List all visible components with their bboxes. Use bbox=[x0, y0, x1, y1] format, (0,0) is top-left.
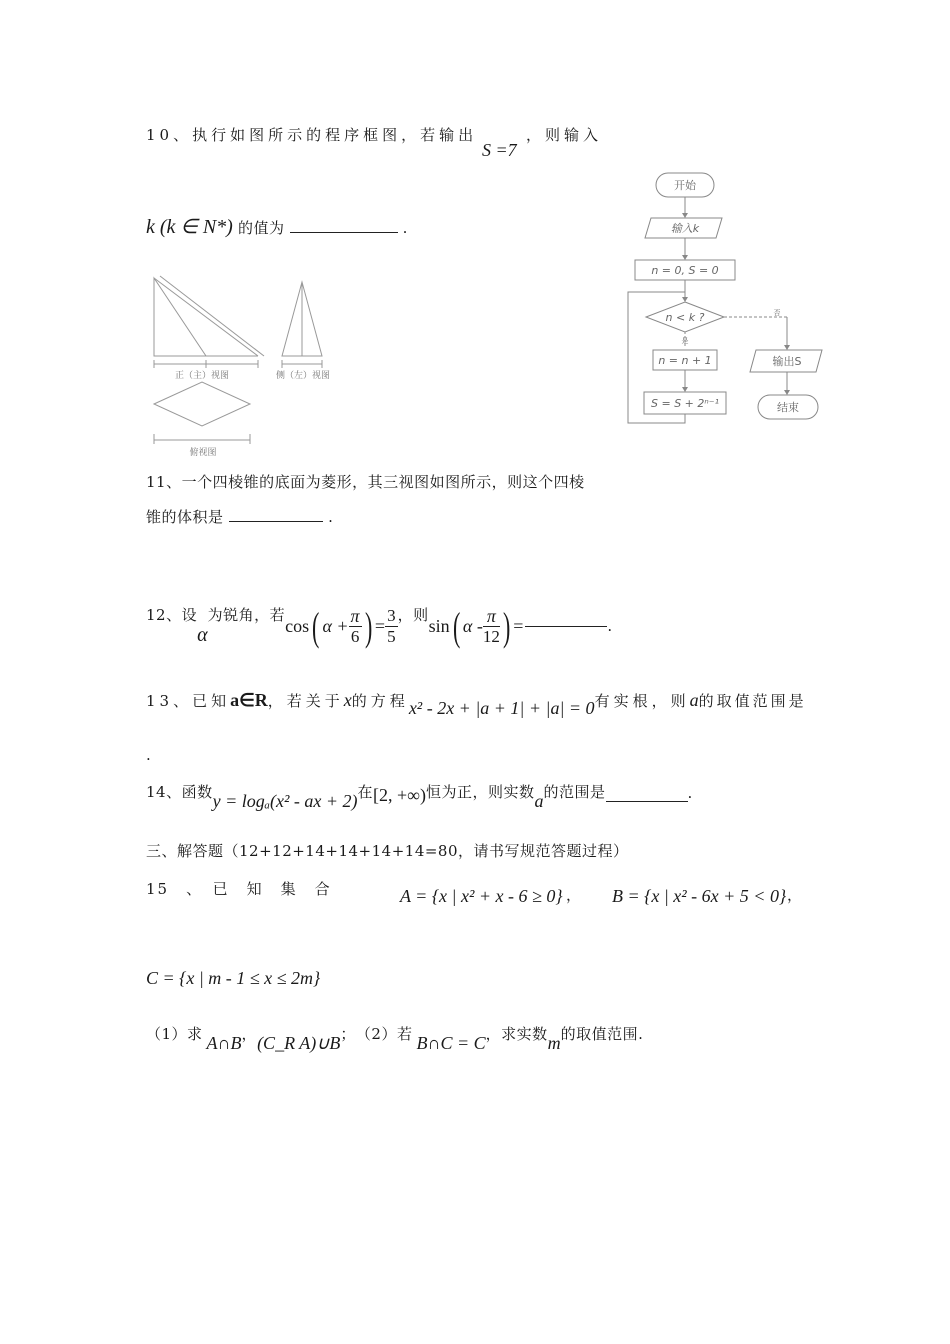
q12-three: 3 bbox=[387, 605, 396, 625]
q12-prefix: 12、设 bbox=[146, 606, 198, 624]
q15-part1-expr2: (C_R A)∪B bbox=[257, 1033, 341, 1053]
q11-end: . bbox=[328, 508, 334, 526]
q12-pi-over-12 bbox=[483, 606, 500, 647]
flowchart-end-label: 结束 bbox=[777, 401, 799, 414]
q13-mid3: 有实根，则 bbox=[594, 692, 690, 710]
flowchart bbox=[622, 168, 842, 430]
q12-cos: cos bbox=[285, 615, 310, 636]
q14-answer-blank[interactable] bbox=[606, 787, 688, 802]
flowchart-increment-label: n = n + 1 bbox=[658, 354, 712, 367]
q15-parts-line bbox=[146, 1023, 644, 1053]
flowchart-condition-label: n < k ? bbox=[665, 311, 705, 324]
q12-open-paren-2: ( bbox=[452, 603, 460, 649]
q15-set-C: C = {x | m - 1 ≤ x ≤ 2m} bbox=[146, 968, 321, 988]
q10-output-equation: S =7 bbox=[482, 140, 517, 160]
q12-three-fifths bbox=[385, 606, 398, 647]
q11-line2 bbox=[146, 506, 333, 527]
q14-suffix: 的范围是 bbox=[543, 783, 606, 801]
q12-alpha-plus: α + bbox=[322, 615, 349, 636]
q14-interval: [2, +∞) bbox=[373, 785, 426, 805]
q13-x: x bbox=[343, 690, 352, 710]
q12-open-paren-1: ( bbox=[312, 603, 320, 649]
q14-line bbox=[146, 781, 693, 811]
q15-part2-expr: B∩C = C bbox=[416, 1033, 486, 1053]
flowchart-output-label: 输出S bbox=[772, 355, 802, 368]
q10-value-text: 的值为 bbox=[237, 219, 285, 237]
flowchart-start-label: 开始 bbox=[674, 179, 696, 192]
flowchart-init-label: n = 0, S = 0 bbox=[651, 264, 719, 277]
q12-sin: sin bbox=[428, 615, 450, 636]
q13-prefix: 13、已知 bbox=[146, 692, 231, 710]
q12-pi-num-2: π bbox=[483, 606, 500, 627]
q15-part2-prefix: （2）若 bbox=[355, 1025, 413, 1043]
q13-dot: . bbox=[146, 746, 152, 764]
q13-line bbox=[146, 680, 807, 718]
q12-alpha: α bbox=[197, 623, 208, 646]
q10-end: . bbox=[402, 219, 408, 237]
q13-equation: x² - 2x + |a + 1| + |a| = 0 bbox=[408, 698, 595, 718]
q15-part1-prefix: （1）求 bbox=[146, 1025, 203, 1043]
q13-mid2: 的方程 bbox=[351, 692, 409, 710]
q15-part1-semicolon: ； bbox=[340, 1025, 356, 1043]
flowchart-input-label: 输入k bbox=[670, 222, 700, 235]
q12-pi-over-6 bbox=[349, 606, 362, 647]
front-view-left-triangle bbox=[154, 278, 206, 356]
q12-five: 5 bbox=[387, 626, 396, 646]
q12-eq-2: = bbox=[513, 615, 524, 636]
q15-part2-mid: ，求实数 bbox=[485, 1025, 548, 1043]
q15-part2-suffix: 的取值范围. bbox=[560, 1025, 644, 1043]
q14-a: a bbox=[534, 791, 544, 811]
q13-a: a bbox=[689, 690, 699, 710]
flowchart-no-label: 否 bbox=[773, 309, 781, 317]
q12-close-paren-1: ) bbox=[364, 603, 372, 649]
q15-comma-2: ， bbox=[787, 886, 803, 904]
q12-line bbox=[146, 598, 613, 654]
q12-close-paren-2: ) bbox=[502, 603, 511, 649]
q12-end: . bbox=[607, 617, 613, 635]
q14-mid2: 恒为正，则实数 bbox=[426, 783, 535, 801]
q12-mid1: 为锐角，若 bbox=[207, 606, 286, 624]
q15-part1-comma: ， bbox=[241, 1025, 258, 1043]
q15-part1-expr1: A∩B bbox=[206, 1033, 242, 1053]
q15-set-A: A = {x | x² + x - 6 ≥ 0} bbox=[400, 886, 563, 906]
front-view-slant bbox=[154, 278, 258, 356]
q14-prefix: 14、函数 bbox=[146, 783, 213, 801]
q15-m: m bbox=[547, 1033, 561, 1053]
q12-twelve: 12 bbox=[482, 626, 500, 646]
side-view-label: 侧（左）视图 bbox=[275, 371, 331, 381]
top-view-label: 俯视图 bbox=[189, 448, 217, 458]
q12-mid2: ，则 bbox=[397, 606, 429, 624]
q10-k-expression: k (k ∈ N*) bbox=[146, 216, 233, 238]
q14-function: y = logₐ(x² - ax + 2) bbox=[212, 791, 358, 811]
three-view-figure bbox=[146, 272, 346, 458]
top-view-rhombus bbox=[154, 382, 250, 426]
q15-prefix: 15 、 已 知 集 合 bbox=[146, 880, 332, 898]
q12-six: 6 bbox=[350, 626, 360, 646]
q10-answer-blank[interactable] bbox=[290, 218, 398, 233]
q13-a-in-R: a∈R bbox=[230, 690, 268, 710]
q13-suffix: 的取值范围是 bbox=[698, 692, 807, 710]
q12-pi-num-1: π bbox=[350, 605, 360, 626]
q11-line1: 11、一个四棱锥的底面为菱形，其三视图如图所示，则这个四棱 bbox=[146, 473, 585, 491]
q10-suffix: ，则输入 bbox=[526, 126, 603, 144]
q15-set-B: B = {x | x² - 6x + 5 < 0} bbox=[612, 886, 787, 906]
q15-comma-1: ， bbox=[566, 886, 582, 904]
q11-line2-text: 锥的体积是 bbox=[146, 508, 224, 526]
q12-eq-1: = bbox=[374, 615, 386, 636]
q14-end: . bbox=[687, 784, 693, 802]
q10-line2 bbox=[146, 214, 408, 239]
q11-answer-blank[interactable] bbox=[229, 507, 323, 522]
q14-mid1: 在 bbox=[357, 783, 374, 801]
q12-answer-blank[interactable] bbox=[525, 625, 607, 627]
q10-prefix: 10、执行如图所示的程序框图，若输出 bbox=[146, 126, 478, 144]
q12-alpha-minus: α - bbox=[462, 615, 483, 636]
front-view-label: 正（主）视图 bbox=[174, 371, 230, 381]
flowchart-update-label: S = S + 2ⁿ⁻¹ bbox=[651, 397, 719, 410]
flowchart-yes-label: 是 bbox=[681, 337, 689, 345]
q13-mid1: ，若关于 bbox=[267, 692, 344, 710]
section3-title: 三、解答题（12+12+14+14+14+14=80，请书写规范答题过程） bbox=[146, 842, 629, 860]
q10-text bbox=[146, 124, 477, 145]
